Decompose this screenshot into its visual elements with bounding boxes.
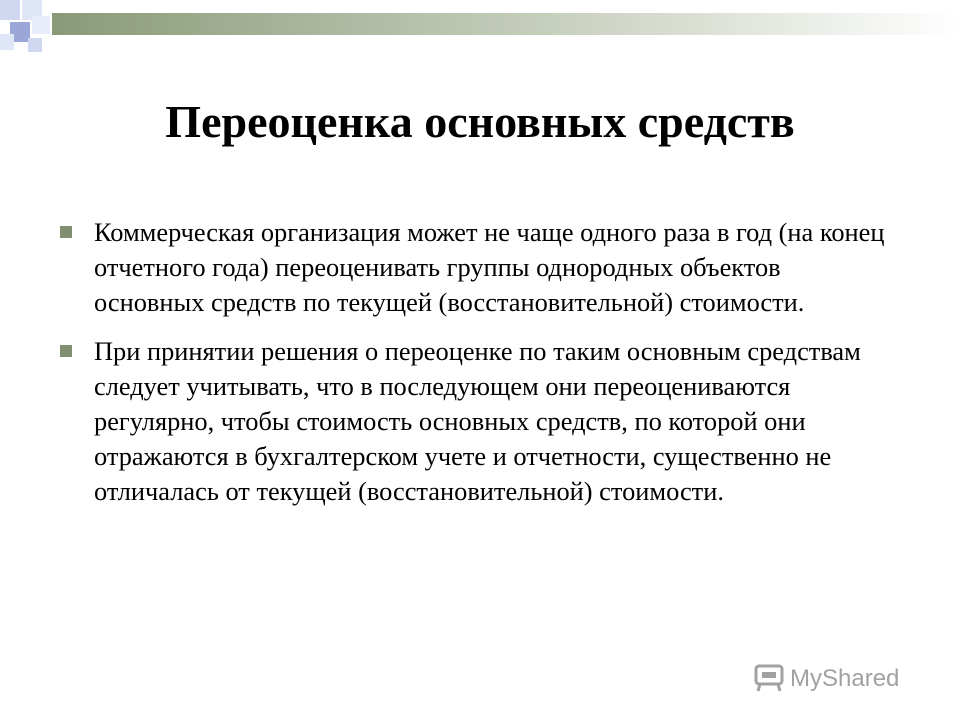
square-bullet-icon bbox=[60, 226, 72, 238]
deco-square bbox=[0, 0, 20, 20]
deco-square bbox=[0, 34, 14, 50]
bullet-text: Коммерческая организация может не чаще одного раза в год (на конец отчетного года) переоценивать группы однородных объектов основных средств по текущей (восстановительной) стоимости. bbox=[94, 217, 885, 317]
bullet-text: При принятии решения о переоценке по таким основным средствам следует учитывать, что в последующем они переоцениваются регулярно, чтобы стоимость основных средств, по которой они отражаются в бухгалтерском учете и отчетности, существенно не отличалась от текущей (восстановительной) стоимости. bbox=[94, 336, 861, 506]
watermark-text: MyShared bbox=[790, 665, 900, 692]
watermark-logo bbox=[754, 660, 924, 694]
header-decoration bbox=[0, 0, 960, 56]
deco-square bbox=[28, 38, 42, 52]
slide-title: Переоценка основных средств bbox=[165, 96, 795, 147]
square-bullet-icon bbox=[60, 345, 72, 357]
bullet-list bbox=[60, 215, 890, 523]
bullet-item bbox=[60, 215, 890, 320]
watermark-icon bbox=[754, 660, 924, 694]
bullet-item bbox=[60, 334, 890, 509]
deco-bar bbox=[52, 13, 960, 35]
deco-square bbox=[32, 16, 50, 34]
